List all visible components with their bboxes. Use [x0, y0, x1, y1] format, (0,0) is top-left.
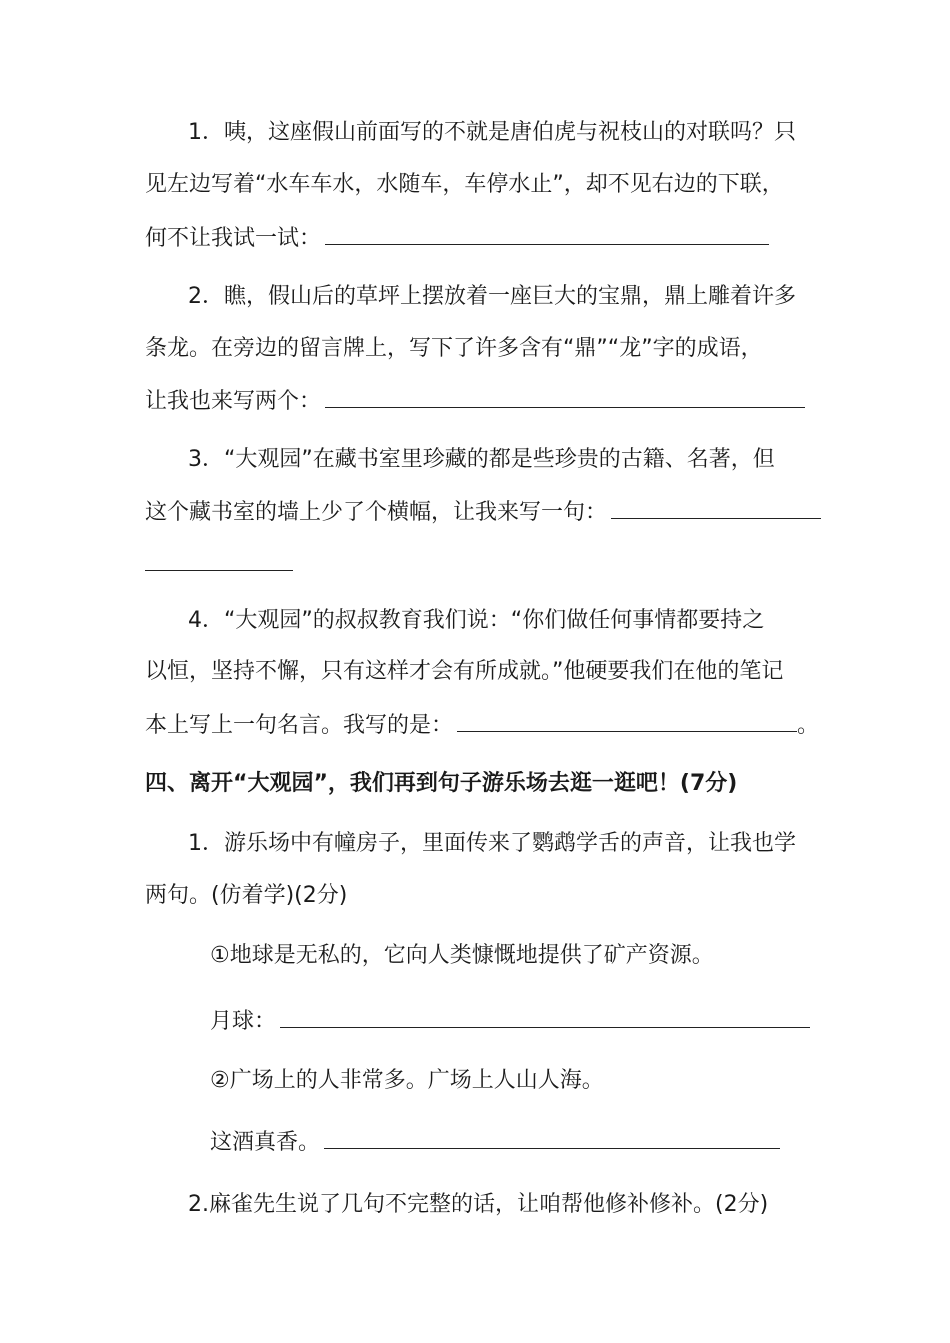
q2-prompt: 让我也来写两个：	[145, 389, 322, 414]
q3-line-2	[145, 496, 821, 526]
q4-end-mark: 。	[797, 713, 820, 738]
q4-prompt: 本上写上一句名言。我写的是：	[145, 713, 454, 738]
s4-q1-answer-1-prefix: 月球：	[210, 1009, 277, 1034]
s4-q1-answer-1-line	[210, 1005, 810, 1035]
s4-q1-answer-2-blank[interactable]	[324, 1126, 780, 1149]
q2-line-3	[145, 385, 805, 415]
q3-answer-blank-2[interactable]	[145, 548, 293, 571]
s4-q1-answer-2-line	[210, 1126, 780, 1156]
s4-q1-example-2: ②广场上的人非常多。广场上人山人海。	[210, 1068, 604, 1093]
q3-prompt: 这个藏书室的墙上少了个横幅，让我来写一句：	[145, 500, 608, 525]
s4-q1-line-2: 两句。(仿着学)(2分)	[145, 883, 348, 908]
q4-line-1: 4．“大观园”的叔叔教育我们说：“你们做任何事情都要持之	[188, 608, 765, 633]
q1-prompt: 何不让我试一试：	[145, 226, 322, 251]
q4-answer-blank[interactable]	[457, 709, 797, 732]
section4-heading: 四、离开“大观园”，我们再到句子游乐场去逛一逛吧！(7分)	[145, 771, 738, 796]
s4-q1-line-1: 1．游乐场中有幢房子，里面传来了鹦鹉学舌的声音，让我也学	[188, 831, 796, 856]
s4-q1-answer-2-prefix: 这酒真香。	[210, 1130, 321, 1155]
q3-line-1: 3．“大观园”在藏书室里珍藏的都是些珍贵的古籍、名著，但	[188, 447, 775, 472]
q2-line-2: 条龙。在旁边的留言牌上，写下了许多含有“鼎”“龙”字的成语，	[145, 336, 763, 361]
q1-line-2: 见左边写着“水车车水，水随车，车停水止”，却不见右边的下联，	[145, 172, 784, 197]
q1-answer-blank[interactable]	[325, 222, 769, 245]
s4-q1-example-1: ①地球是无私的，它向人类慷慨地提供了矿产资源。	[210, 943, 714, 968]
q2-answer-blank[interactable]	[325, 385, 805, 408]
s4-q2-line: 2.麻雀先生说了几句不完整的话，让咱帮他修补修补。(2分)	[188, 1192, 769, 1217]
q1-line-1: 1．咦，这座假山前面写的不就是唐伯虎与祝枝山的对联吗？只	[188, 120, 796, 145]
s4-q1-answer-1-blank[interactable]	[280, 1005, 810, 1028]
q3-answer-blank-1[interactable]	[611, 496, 821, 519]
q2-line-1: 2．瞧，假山后的草坪上摆放着一座巨大的宝鼎，鼎上雕着许多	[188, 284, 796, 309]
q1-line-3	[145, 222, 769, 252]
q4-line-2: 以恒，坚持不懈，只有这样才会有所成就。”他硬要我们在他的笔记	[145, 659, 784, 684]
q4-line-3	[145, 709, 819, 739]
